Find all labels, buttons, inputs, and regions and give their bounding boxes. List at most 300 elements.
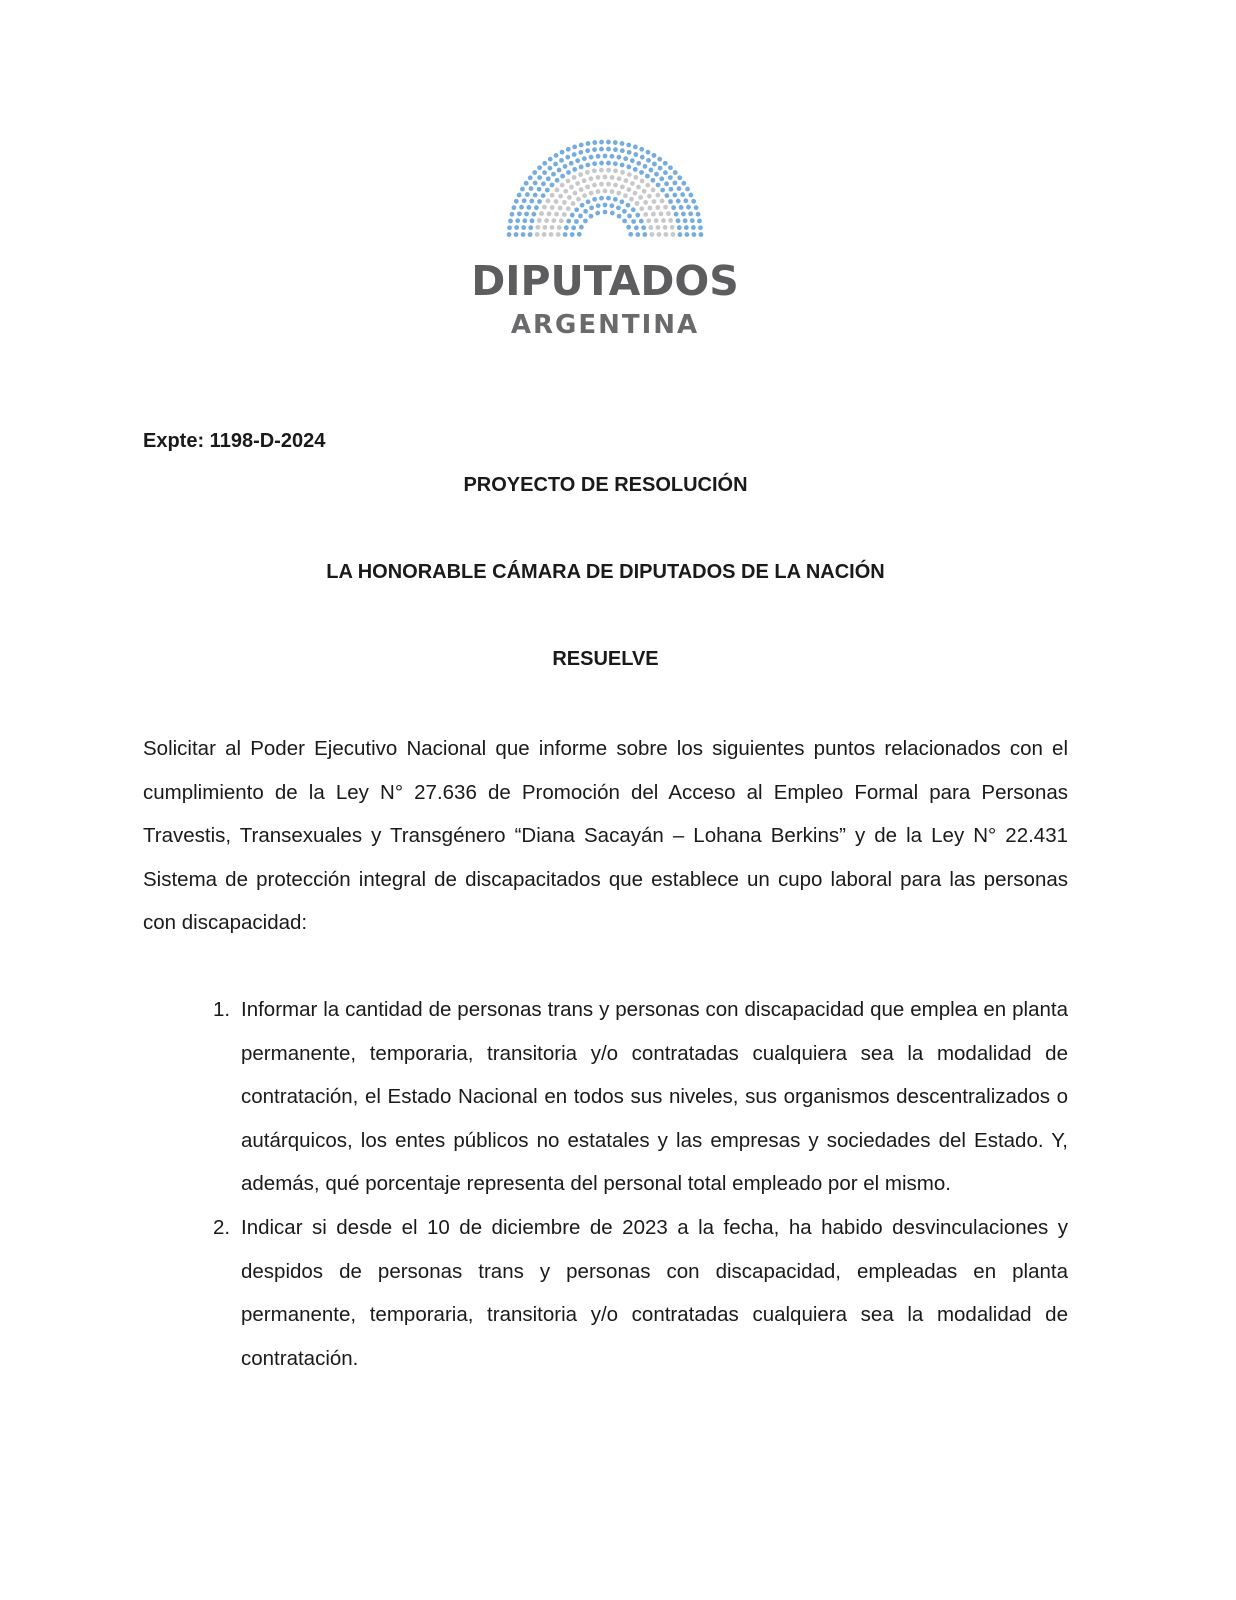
hemicycle-dot <box>545 188 550 193</box>
hemicycle-dot <box>563 232 568 237</box>
hemicycle-dot <box>616 155 621 160</box>
hemicycle-dot <box>522 198 527 203</box>
hemicycle-dot <box>633 167 638 172</box>
hemicycle-dot <box>585 148 590 153</box>
hemicycle-dot <box>643 164 648 169</box>
hemicycle-dot <box>656 183 661 188</box>
hemicycle-dot <box>649 232 654 237</box>
hemicycle-dot <box>646 218 651 223</box>
hemicycle-dot <box>636 185 641 190</box>
hemicycle-dot <box>663 225 668 230</box>
hemicycle-dot <box>596 154 601 159</box>
hemicycle-dot <box>521 225 526 230</box>
hemicycle-dot <box>562 212 567 217</box>
hemicycle-dot <box>578 214 583 219</box>
hemicycle-dot <box>659 176 664 181</box>
list-item <box>143 1206 1068 1380</box>
hemicycle-dot <box>661 218 666 223</box>
hemicycle-dot <box>633 152 638 157</box>
hemicycle-dot <box>559 158 564 163</box>
hemicycle-dot <box>631 219 636 224</box>
hemicycle-dot <box>566 147 571 152</box>
hemicycle-dot <box>609 203 614 208</box>
hemicycle-dot <box>589 176 594 181</box>
hemicycle-dot <box>589 214 594 219</box>
hemicycle-dot <box>603 203 608 208</box>
hemicycle-dot <box>643 200 648 205</box>
hemicycle-dot <box>655 205 660 210</box>
hemicycle-dot <box>616 191 621 196</box>
hemicycle-dot <box>510 212 515 217</box>
hemicycle-dot <box>613 140 618 145</box>
hemicycle-dot <box>589 191 594 196</box>
diputados-logo <box>470 138 770 348</box>
hemicycle-dot <box>674 212 679 217</box>
hemicycle-dot <box>599 182 604 187</box>
hemicycle-dot <box>592 161 597 166</box>
hemicycle-dot <box>592 197 597 202</box>
hemicycle-dot <box>512 205 517 210</box>
resolves-heading: RESUELVE <box>552 648 659 670</box>
hemicycle-dot <box>578 172 583 177</box>
hemicycle-dot <box>575 181 580 186</box>
hemicycle-dot <box>542 161 547 166</box>
hemicycle-dot <box>592 147 597 152</box>
hemicycle-dot <box>642 232 647 237</box>
hemicycle-dot <box>658 166 663 171</box>
hemicycle-dot <box>558 206 563 211</box>
hemicycle-dot <box>646 158 651 163</box>
hemicycle-dot <box>660 188 665 193</box>
hemicycle-dot <box>550 183 555 188</box>
hemicycle-dot <box>613 183 618 188</box>
hemicycle-dot <box>640 155 645 160</box>
hemicycle-dot <box>586 199 591 204</box>
hemicycle-dot <box>657 157 662 162</box>
hemicycle-dot <box>672 181 677 186</box>
hemicycle-dot <box>681 212 686 217</box>
hemicycle-dot <box>697 219 702 224</box>
hemicycle-dot <box>544 218 549 223</box>
hemicycle-dot <box>639 147 644 152</box>
hemicycle-dot <box>596 203 601 208</box>
hemicycle-dot <box>606 168 611 173</box>
hemicycle-dot <box>699 232 704 237</box>
hemicycle-dot <box>554 153 559 158</box>
hemicycle-dot <box>616 205 621 210</box>
hemicycle-dot <box>599 168 604 173</box>
hemicycle-dot <box>546 199 551 204</box>
logo-wordmark-argentina: ARGENTINA <box>510 310 700 340</box>
hemicycle-dot <box>546 176 551 181</box>
hemicycle-dot <box>599 161 604 166</box>
hemicycle-dot <box>579 225 584 230</box>
hemicycle-dot <box>517 211 522 216</box>
intro-paragraph: Solicitar al Poder Ejecutivo Nacional que informe sobre los siguientes puntos relacionados con el cumplimiento de la Ley N° 27.636 de Promoción del Acceso al Empleo Formal para Personas Travestis, Transexuales y Transgénero “Diana Sacayán – Lohana Berkins” y de la Ley N° 22.431 Sistema de protección integral de discapacitados que establece un cupo laboral para las personas con discapacidad: <box>143 737 1068 935</box>
hemicycle-dot <box>652 153 657 158</box>
hemicycle-dot <box>537 218 542 223</box>
hemicycle-dot <box>668 218 673 223</box>
hemicycle-dot <box>651 188 656 193</box>
hemicycle-dot <box>533 181 538 186</box>
hemicycle-dot <box>582 178 587 183</box>
hemicycle-dot <box>643 212 648 217</box>
hemicycle-dot <box>535 232 540 237</box>
hemicycle-dot <box>617 214 622 219</box>
hemicycle-dot <box>570 213 575 218</box>
hemicycle-dot <box>564 225 569 230</box>
hemicycle-dot <box>623 178 628 183</box>
hemicycle-dot <box>542 205 547 210</box>
list-item-number: 2. <box>213 1215 231 1239</box>
hemicycle-dot <box>671 205 676 210</box>
hemicycle-dot <box>557 168 562 173</box>
hemicycle-dot <box>677 175 682 180</box>
hemicycle-dot <box>672 193 677 198</box>
hemicycle-dot <box>635 213 640 218</box>
hemicycle-dot <box>550 225 555 230</box>
hemicycle-dot <box>639 170 644 175</box>
hemicycle-dot <box>642 189 647 194</box>
hemicycle-dot <box>577 232 582 237</box>
hemicycle-dot <box>537 199 542 204</box>
hemicycle-dot <box>620 184 625 189</box>
hemicycle-dot <box>571 225 576 230</box>
hemicycle-dot <box>572 145 577 150</box>
hemicycle-dot <box>537 187 542 192</box>
hemicycle-dot <box>688 193 693 198</box>
hemicycle-dot <box>596 189 601 194</box>
hemicycle-dot <box>603 210 608 215</box>
hemicycle-dot <box>676 199 681 204</box>
hemicycle-dot <box>551 218 556 223</box>
hemicycle-dot <box>606 196 611 201</box>
hemicycle-dot <box>628 232 633 237</box>
hemicycle-dot <box>556 232 561 237</box>
hemicycle-dot <box>586 141 591 146</box>
hemicycle-dot <box>692 232 697 237</box>
hemicycle-dot <box>532 170 537 175</box>
hemicycle-dot <box>580 203 585 208</box>
hemicycle-dot <box>606 182 611 187</box>
hemicycle-dot <box>626 143 631 148</box>
hemicycle-dot <box>641 225 646 230</box>
chamber-heading: LA HONORABLE CÁMARA DE DIPUTADOS DE LA NACIÓN <box>326 561 885 583</box>
hemicycle-dot <box>579 164 584 169</box>
hemicycle-dot <box>691 199 696 204</box>
hemicycle-dot <box>599 140 604 145</box>
hemicycle-dot <box>560 174 565 179</box>
expediente-number: Expte: 1198-D-2024 <box>143 430 326 452</box>
hemicycle-dot <box>554 212 559 217</box>
document-title: PROYECTO DE RESOLUCIÓN <box>463 474 748 496</box>
hemicycle-dot <box>645 174 650 179</box>
hemicycle-dot <box>654 218 659 223</box>
hemicycle-dot <box>630 158 635 163</box>
hemicycle-dot <box>622 219 627 224</box>
hemicycle-dot <box>617 176 622 181</box>
hemicycle-dot <box>664 193 669 198</box>
hemicycle-dot <box>648 225 653 230</box>
hemicycle-dot <box>606 147 611 152</box>
hemicycle-dot <box>683 218 688 223</box>
hemicycle-dot <box>606 140 611 145</box>
hemicycle-dot <box>654 172 659 177</box>
list-item-number: 1. <box>213 998 231 1021</box>
hemicycle-dot <box>514 199 519 204</box>
hemicycle-dot <box>613 147 618 152</box>
hemicycle-dot <box>635 232 640 237</box>
hemicycle-dot <box>631 207 636 212</box>
hemicycle-dot <box>582 193 587 198</box>
hemicycle-dot <box>696 212 701 217</box>
congress-hemicycle-dots-icon <box>500 138 710 248</box>
hemicycle-dot <box>613 197 618 202</box>
hemicycle-dot <box>698 225 703 230</box>
hemicycle-dot <box>592 140 597 145</box>
hemicycle-dot <box>572 152 577 157</box>
hemicycle-dot <box>656 232 661 237</box>
hemicycle-dot <box>571 201 576 206</box>
hemicycle-dot <box>655 193 660 198</box>
hemicycle-dot <box>649 168 654 173</box>
hemicycle-dot <box>639 206 644 211</box>
hemicycle-dot <box>690 218 695 223</box>
hemicycle-dot <box>646 150 651 155</box>
hemicycle-dot <box>582 156 587 161</box>
hemicycle-dot <box>551 172 556 177</box>
hemicycle-dot <box>572 175 577 180</box>
hemicycle-dot <box>524 181 529 186</box>
hemicycle-dot <box>560 183 565 188</box>
hemicycle-dot <box>542 232 547 237</box>
hemicycle-dot <box>679 205 684 210</box>
hemicycle-dot <box>585 170 590 175</box>
hemicycle-dot <box>620 148 625 153</box>
hemicycle-dot <box>507 225 512 230</box>
hemicycle-dot <box>583 219 588 224</box>
hemicycle-dot <box>659 211 664 216</box>
hemicycle-dot <box>541 193 546 198</box>
hemicycle-dot <box>606 161 611 166</box>
hemicycle-dot <box>599 196 604 201</box>
hemicycle-dot <box>603 175 608 180</box>
hemicycle-dot <box>595 211 600 216</box>
hemicycle-dot <box>529 186 534 191</box>
hemicycle-dot <box>626 164 631 169</box>
hemicycle-dot <box>645 183 650 188</box>
hemicycle-dot <box>543 225 548 230</box>
hemicycle-dot <box>574 207 579 212</box>
hemicycle-dot <box>684 225 689 230</box>
hemicycle-dot <box>670 225 675 230</box>
hemicycle-dot <box>620 199 625 204</box>
hemicycle-dot <box>557 225 562 230</box>
hemicycle-dot <box>640 179 645 184</box>
hemicycle-dot <box>663 161 668 166</box>
hemicycle-dot <box>553 162 558 167</box>
hemicycle-dot <box>524 212 529 217</box>
hemicycle-dot <box>610 175 615 180</box>
hemicycle-dot <box>663 205 668 210</box>
hemicycle-dot <box>569 185 574 190</box>
hemicycle-dot <box>589 155 594 160</box>
hemicycle-dot <box>671 232 676 237</box>
hemicycle-dot <box>563 164 568 169</box>
hemicycle-dot <box>660 199 665 204</box>
hemicycle-dot <box>541 181 546 186</box>
list-item <box>143 988 1068 1206</box>
hemicycle-dot <box>566 206 571 211</box>
hemicycle-dot <box>677 186 682 191</box>
hemicycle-dot <box>537 165 542 170</box>
hemicycle-dot <box>579 187 584 192</box>
hemicycle-dot <box>566 179 571 184</box>
hemicycle-dot <box>576 197 581 202</box>
hemicycle-dot <box>528 175 533 180</box>
hemicycle-dot <box>626 225 631 230</box>
hemicycle-dot <box>599 147 604 152</box>
hemicycle-dot <box>633 191 638 196</box>
hemicycle-dot <box>680 192 685 197</box>
hemicycle-dot <box>647 194 652 199</box>
hemicycle-dot <box>623 156 628 161</box>
hemicycle-dot <box>633 145 638 150</box>
hemicycle-dot <box>578 150 583 155</box>
hemicycle-dot <box>613 161 618 166</box>
hemicycle-dot <box>550 193 555 198</box>
list-item-text: Indicar si desde el 10 de diciembre de 2023 a la fecha, ha habido desvinculaciones y despidos de personas trans y personas con discapacidad, empleadas en planta permanente, temporaria, transitoria y/o contratadas cualquiera sea la modalidad de contratación. <box>241 1215 1068 1370</box>
hemicycle-dot <box>522 218 527 223</box>
hemicycle-dot <box>603 154 608 159</box>
hemicycle-dot <box>531 212 536 217</box>
hemicycle-dot <box>651 212 656 217</box>
hemicycle-dot <box>548 157 553 162</box>
hemicycle-dot <box>623 193 628 198</box>
hemicycle-dot <box>569 161 574 166</box>
hemicycle-dot <box>567 195 572 200</box>
hemicycle-dot <box>669 187 674 192</box>
hemicycle-dot <box>542 170 547 175</box>
hemicycle-dot <box>566 219 571 224</box>
hemicycle-dot <box>589 205 594 210</box>
hemicycle-dot <box>666 211 671 216</box>
hemicycle-dot <box>664 181 669 186</box>
hemicycle-dot <box>560 150 565 155</box>
hemicycle-dot <box>613 168 618 173</box>
request-list <box>143 988 1068 1380</box>
hemicycle-dot <box>668 175 673 180</box>
logo-wordmark-diputados: DIPUTADOS <box>471 257 739 305</box>
hemicycle-dot <box>681 181 686 186</box>
hemicycle-dot <box>668 165 673 170</box>
hemicycle-dot <box>626 203 631 208</box>
hemicycle-dot <box>610 154 615 159</box>
hemicycle-dot <box>559 218 564 223</box>
hemicycle-dot <box>575 158 580 163</box>
hemicycle-dot <box>636 161 641 166</box>
hemicycle-dot <box>520 187 525 192</box>
hemicycle-dot <box>558 194 563 199</box>
hemicycle-dot <box>652 162 657 167</box>
hemicycle-dot <box>622 209 627 214</box>
hemicycle-dot <box>529 199 534 204</box>
hemicycle-dot <box>683 198 688 203</box>
hemicycle-dot <box>678 232 683 237</box>
hemicycle-dot <box>525 192 530 197</box>
hemicycle-dot <box>610 211 615 216</box>
hemicycle-dot <box>507 232 512 237</box>
hemicycle-dot <box>663 170 668 175</box>
hemicycle-dot <box>579 143 584 148</box>
hemicycle-dot <box>583 209 588 214</box>
hemicycle-dot <box>555 188 560 193</box>
hemicycle-dot <box>627 172 632 177</box>
hemicycle-dot <box>565 155 570 160</box>
hemicycle-dot <box>533 193 538 198</box>
hemicycle-dot <box>550 205 555 210</box>
hemicycle-dot <box>527 205 532 210</box>
hemicycle-dot <box>566 170 571 175</box>
hemicycle-dot <box>620 170 625 175</box>
hemicycle-dot <box>528 225 533 230</box>
hemicycle-dot <box>535 225 540 230</box>
hemicycle-dot <box>656 225 661 230</box>
hemicycle-dot <box>515 218 520 223</box>
hemicycle-dot <box>673 170 678 175</box>
hemicycle-dot <box>694 205 699 210</box>
hemicycle-dot <box>539 211 544 216</box>
hemicycle-dot <box>652 199 657 204</box>
hemicycle-dot <box>508 219 513 224</box>
hemicycle-dot <box>549 232 554 237</box>
hemicycle-dot <box>528 232 533 237</box>
hemicycle-dot <box>630 181 635 186</box>
hemicycle-dot <box>585 184 590 189</box>
hemicycle-dot <box>629 197 634 202</box>
hemicycle-dot <box>547 211 552 216</box>
hemicycle-dot <box>596 175 601 180</box>
hemicycle-dot <box>555 178 560 183</box>
hemicycle-dot <box>638 195 643 200</box>
hemicycle-dot <box>677 225 682 230</box>
hemicycle-dot <box>537 175 542 180</box>
hemicycle-dot <box>517 193 522 198</box>
hemicycle-dot <box>562 200 567 205</box>
hemicycle-dot <box>627 150 632 155</box>
hemicycle-dot <box>530 218 535 223</box>
hemicycle-dot <box>572 167 577 172</box>
hemicycle-dot <box>685 232 690 237</box>
hemicycle-dot <box>574 219 579 224</box>
hemicycle-dot <box>686 205 691 210</box>
hemicycle-dot <box>685 187 690 192</box>
hemicycle-dot <box>688 211 693 216</box>
hemicycle-dot <box>633 175 638 180</box>
hemicycle-dot <box>573 191 578 196</box>
hemicycle-dot <box>570 232 575 237</box>
hemicycle-dot <box>519 205 524 210</box>
hemicycle-dot <box>648 206 653 211</box>
hemicycle-dot <box>634 225 639 230</box>
hemicycle-dot <box>620 163 625 168</box>
hemicycle-dot <box>563 189 568 194</box>
hemicycle-dot <box>554 199 559 204</box>
hemicycle-dot <box>691 225 696 230</box>
hemicycle-dot <box>603 189 608 194</box>
hemicycle-dot <box>592 168 597 173</box>
hemicycle-dot <box>534 205 539 210</box>
